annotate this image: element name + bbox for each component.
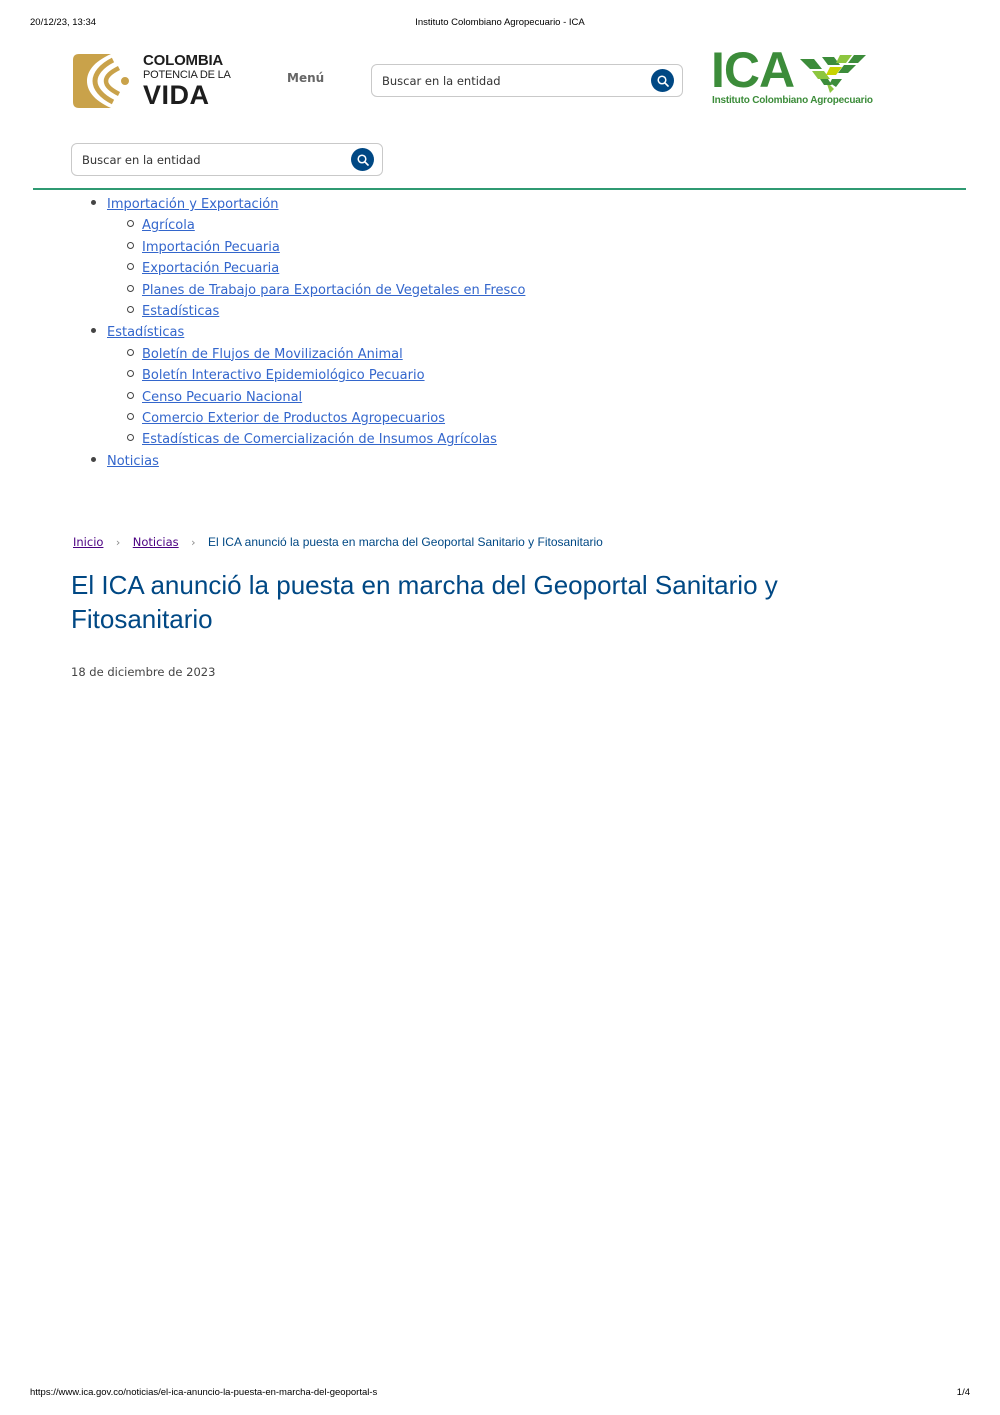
secondary-search-input[interactable] — [82, 144, 322, 175]
nav-link-boletin-flujos[interactable]: Boletín de Flujos de Movilización Animal — [142, 346, 403, 362]
nav-link-importacion-pecuaria[interactable]: Importación Pecuaria — [142, 239, 280, 255]
ica-logo-word: ICA — [711, 42, 795, 98]
chevron-right-icon: › — [191, 536, 196, 549]
search-icon — [357, 154, 369, 166]
logo-line-colombia: COLOMBIA — [143, 52, 224, 69]
nav-link-noticias[interactable]: Noticias — [107, 453, 159, 469]
ica-logo[interactable] — [711, 42, 873, 111]
nav-subitem — [107, 342, 771, 363]
colombia-emblem-icon — [73, 54, 131, 108]
nav-subitem — [107, 427, 771, 448]
article-title: El ICA anunció la puesta en marcha del Geoportal Sanitario y Fitosanitario — [71, 570, 778, 634]
nav-link-estadisticas[interactable]: Estadísticas — [107, 325, 185, 341]
ica-logo-subtitle: Instituto Colombiano Agropecuario — [712, 95, 873, 106]
logo-line-potencia: POTENCIA DE LA — [143, 69, 231, 81]
print-page-number: 1/4 — [956, 1387, 970, 1398]
nav-link-importacion-exportacion[interactable]: Importación y Exportación — [107, 197, 279, 212]
nav-link-comercializacion-insumos[interactable]: Estadísticas de Comercialización de Insumos Agrícolas — [142, 432, 497, 448]
breadcrumb — [73, 535, 603, 551]
colombia-potencia-de-la-vida-logo[interactable] — [73, 52, 233, 110]
nav-subitem — [107, 385, 771, 406]
print-url: https://www.ica.gov.co/noticias/el-ica-anuncio-la-puesta-en-marcha-del-geoportal-s — [30, 1387, 378, 1398]
header-search-button[interactable] — [651, 69, 674, 92]
article-date: 18 de diciembre de 2023 — [71, 665, 216, 679]
nav-subitem — [107, 256, 771, 277]
nav-link-agricola[interactable]: Agrícola — [142, 218, 195, 234]
nav-item-noticias — [71, 449, 771, 470]
secondary-search-button[interactable] — [351, 148, 374, 171]
nav-subitem — [107, 235, 771, 256]
main-nav — [71, 192, 771, 470]
colombia-logo-text — [143, 52, 238, 109]
nav-item-estadisticas — [71, 320, 771, 448]
breadcrumb-noticias-link[interactable]: Noticias — [132, 535, 179, 549]
nav-subitem — [107, 278, 771, 299]
nav-link-estadisticas-impexp[interactable]: Estadísticas — [142, 303, 220, 319]
secondary-search — [71, 143, 383, 176]
nav-subitem — [107, 406, 771, 427]
nav-subitem — [107, 213, 771, 234]
header-search-input[interactable] — [382, 65, 622, 96]
print-header — [30, 17, 970, 31]
search-icon — [657, 75, 669, 87]
print-timestamp: 20/12/23, 13:34 — [30, 17, 97, 28]
nav-item-importacion-exportacion — [71, 192, 771, 320]
header-divider — [33, 188, 966, 190]
nav-link-comercio-exterior[interactable]: Comercio Exterior de Productos Agropecuarios — [142, 410, 446, 426]
breadcrumb-home-link[interactable]: Inicio — [73, 535, 104, 549]
ica-leaf-mark-icon — [800, 53, 868, 93]
logo-line-vida: VIDA — [143, 80, 210, 110]
print-footer — [30, 1387, 970, 1401]
print-page-title: Instituto Colombiano Agropecuario - ICA — [415, 17, 585, 28]
header-search — [371, 64, 683, 97]
breadcrumb-current: El ICA anunció la puesta en marcha del Geoportal Sanitario y Fitosanitario — [207, 535, 603, 549]
nav-link-planes-trabajo[interactable]: Planes de Trabajo para Exportación de Vegetales en Fresco — [142, 282, 526, 298]
nav-subitem — [107, 299, 771, 320]
nav-link-censo-pecuario[interactable]: Censo Pecuario Nacional — [142, 389, 303, 405]
chevron-right-icon: › — [115, 536, 121, 549]
menu-button[interactable]: Menú — [287, 71, 325, 85]
nav-link-boletin-epidemiologico[interactable]: Boletín Interactivo Epidemiológico Pecuario — [142, 368, 425, 384]
nav-subitem — [107, 363, 771, 384]
nav-link-exportacion-pecuaria[interactable]: Exportación Pecuaria — [142, 261, 280, 277]
